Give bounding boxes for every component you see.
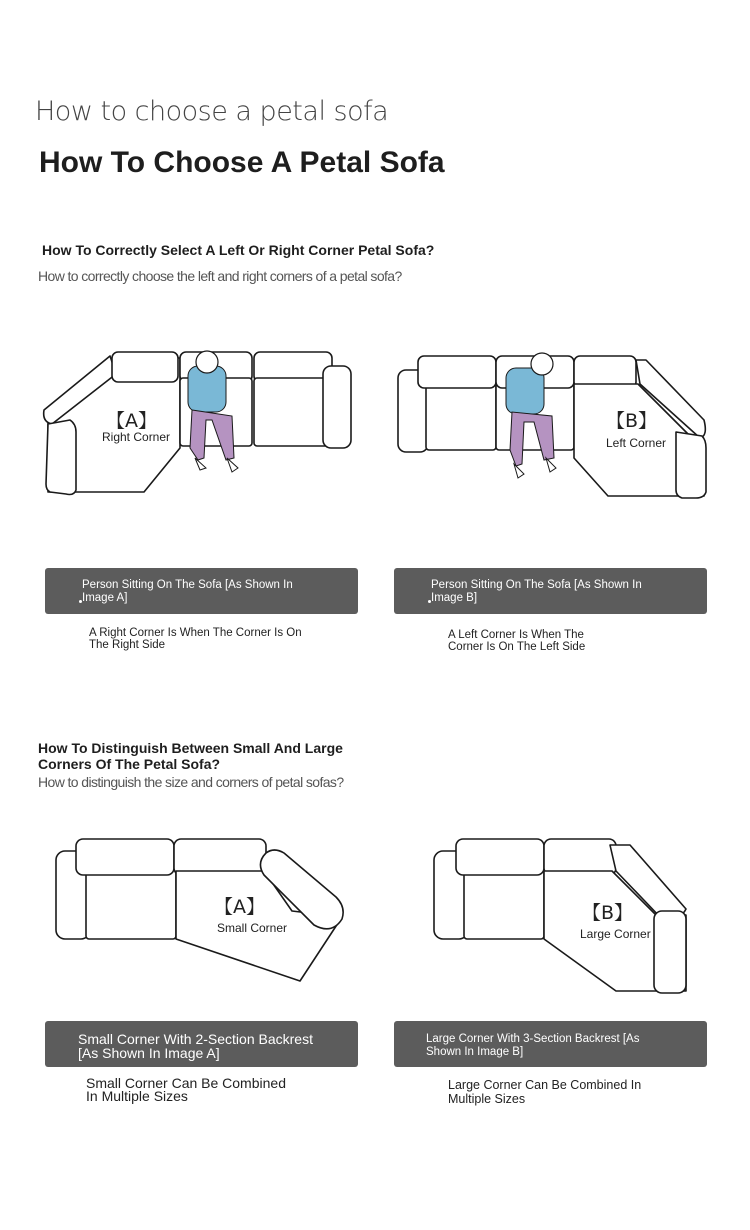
image-a-caption: Person Sitting On The Sofa [As Shown In Image A]	[82, 579, 293, 604]
sofa-right-corner-illustration	[40, 340, 360, 505]
large-corner-caption: Large Corner With 3-Section Backrest [As Shown In Image B]	[426, 1033, 640, 1058]
image-b-letter: 【B】	[606, 410, 658, 432]
small-corner-caption: Small Corner With 2-Section Backrest [As Shown In Image A]	[78, 1031, 313, 1061]
page-subtitle: How to choose a petal sofa	[35, 96, 389, 127]
large-corner-label: Large Corner	[580, 927, 651, 941]
image-b-caption-bar	[394, 568, 707, 614]
image-b-letter-2: 【B】	[582, 902, 634, 924]
right-corner-note: A Right Corner Is When The Corner Is On The Right Side	[89, 627, 302, 651]
right-corner-label: Right Corner	[102, 430, 171, 444]
section1-title: How To Correctly Select A Left Or Right Corner Petal Sofa?	[42, 242, 435, 258]
image-a-letter-2: 【A】	[214, 896, 265, 918]
image-a-letter: 【A】	[106, 410, 157, 432]
image-b-caption: Person Sitting On The Sofa [As Shown In Image B]	[431, 579, 642, 604]
large-corner-caption-bar	[394, 1021, 707, 1067]
page-title: How To Choose A Petal Sofa	[39, 146, 445, 179]
section1-subtitle: How to correctly choose the left and right corners of a petal sofa?	[38, 268, 402, 284]
section2-subtitle: How to distinguish the size and corners of petal sofas?	[38, 774, 344, 790]
small-corner-label: Small Corner	[217, 921, 288, 935]
sofa-small-corner-illustration	[52, 835, 348, 987]
left-corner-label: Left Corner	[606, 436, 667, 450]
large-corner-note: Large Corner Can Be Combined In Multiple Sizes	[448, 1078, 642, 1106]
left-corner-note: A Left Corner Is When The Corner Is On The Left Side	[448, 629, 586, 653]
small-corner-caption-bar	[45, 1021, 358, 1067]
image-a-caption-bar	[45, 568, 358, 614]
section2-title: How To Distinguish Between Small And Large Corners Of The Petal Sofa?	[38, 740, 343, 772]
sofa-left-corner-illustration	[394, 340, 710, 505]
sofa-large-corner-illustration	[430, 835, 692, 999]
small-corner-note: Small Corner Can Be Combined In Multiple Sizes	[86, 1075, 286, 1104]
